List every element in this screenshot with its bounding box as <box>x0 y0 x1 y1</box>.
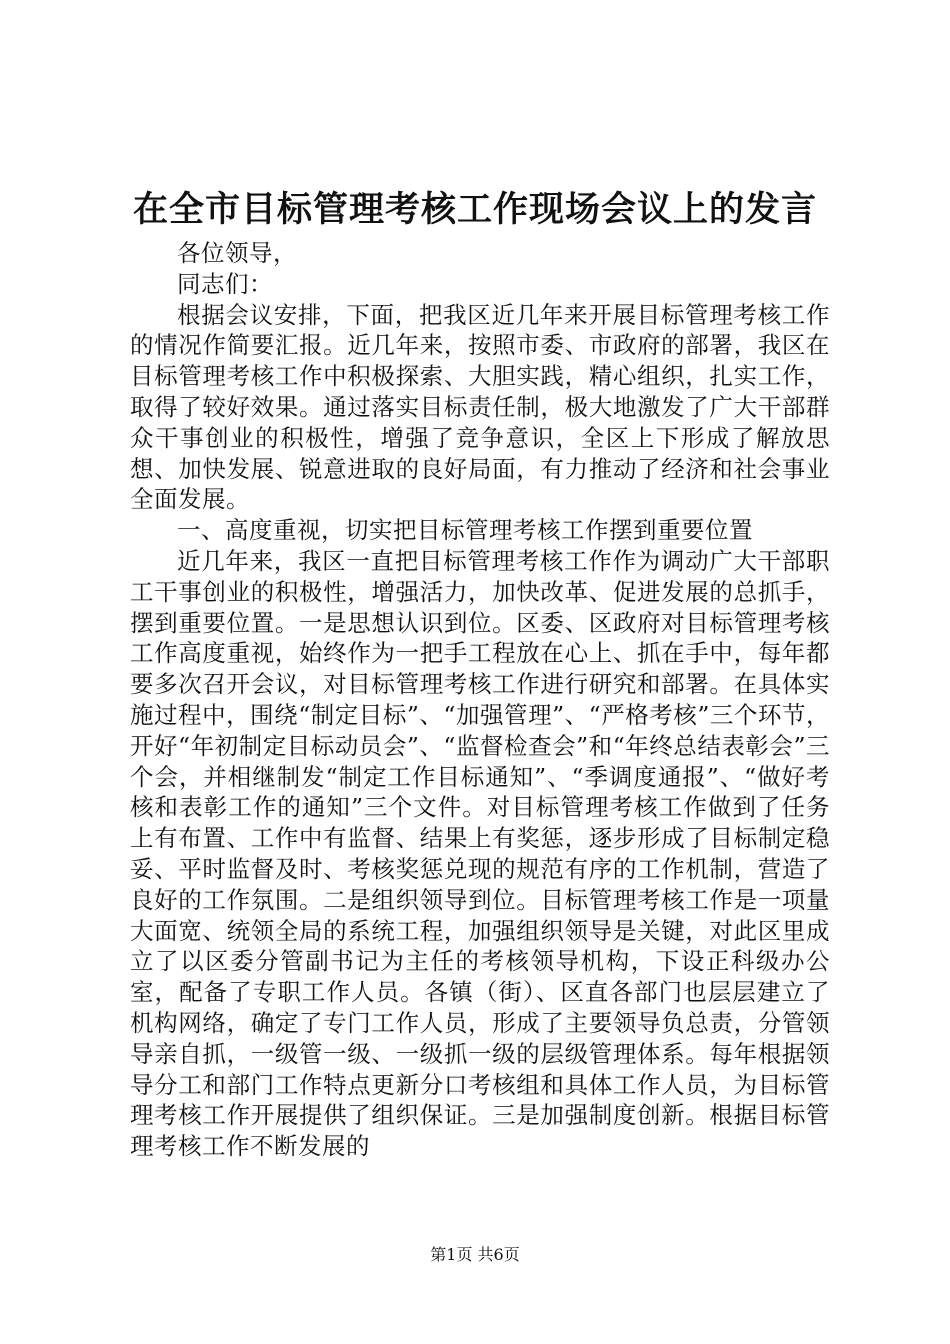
body-paragraph-intro: 根据会议安排，下面，把我区近几年来开展目标管理考核工作的情况作简要汇报。近几年来，按照市委、市政府的部署，我区在目标管理考核工作中积极探索、大胆实践，精心组织，扎实工作，取得了较好效果。通过落实目标责任制，极大地激发了广大干部群众干事创业的积极性，增强了竞争意识，全区上下形成了解放思想、加快发展、锐意进取的良好局面，有力推动了经济和社会事业全面发展。 <box>130 300 830 514</box>
body-paragraph-section-1: 近几年来，我区一直把目标管理考核工作作为调动广大干部职工干事创业的积极性，增强活力，加快改革、促进发展的总抓手，摆到重要位置。一是思想认识到位。区委、区政府对目标管理考核工作高度重视，始终作为一把手工程放在心上、抓在手中，每年都要多次召开会议，对目标管理考核工作进行研究和部署。在具体实施过程中，围绕“制定目标”、“加强管理”、“严格考核”三个环节，开好“年初制定目标动员会”、“监督检查会”和“年终总结表彰会”三个会，并相继制发“制定工作目标通知”、“季调度通报”、“做好考核和表彰工作的通知”三个文件。对目标管理考核工作做到了任务上有布置、工作中有监督、结果上有奖惩，逐步形成了目标制定稳妥、平时监督及时、考核奖惩兑现的规范有序的工作机制，营造了良好的工作氛围。二是组织领导到位。目标管理考核工作是一项量大面宽、统领全局的系统工程，加强组织领导是关键，对此区里成立了以区委分管副书记为主任的考核领导机构，下设正科级办公室，配备了专职工作人员。各镇（街）、区直各部门也层层建立了机构网络，确定了专门工作人员，形成了主要领导负总责，分管领导亲自抓，一级管一级、一级抓一级的层级管理体系。每年根据领导分工和部门工作特点更新分口考核组和具体工作人员，为目标管理考核工作开展提供了组织保证。三是加强制度创新。根据目标管理考核工作不断发展的 <box>130 546 830 1161</box>
section-heading-1: 一、高度重视，切实把目标管理考核工作摆到重要位置 <box>177 516 753 545</box>
document-body <box>130 238 830 1162</box>
salutation-leaders: 各位领导， <box>177 239 297 267</box>
page-number-footer: 第1页 共6页 <box>430 1245 520 1264</box>
salutation-comrades: 同志们： <box>177 269 273 298</box>
document-title: 在全市目标管理考核工作现场会议上的发言 <box>132 189 817 230</box>
